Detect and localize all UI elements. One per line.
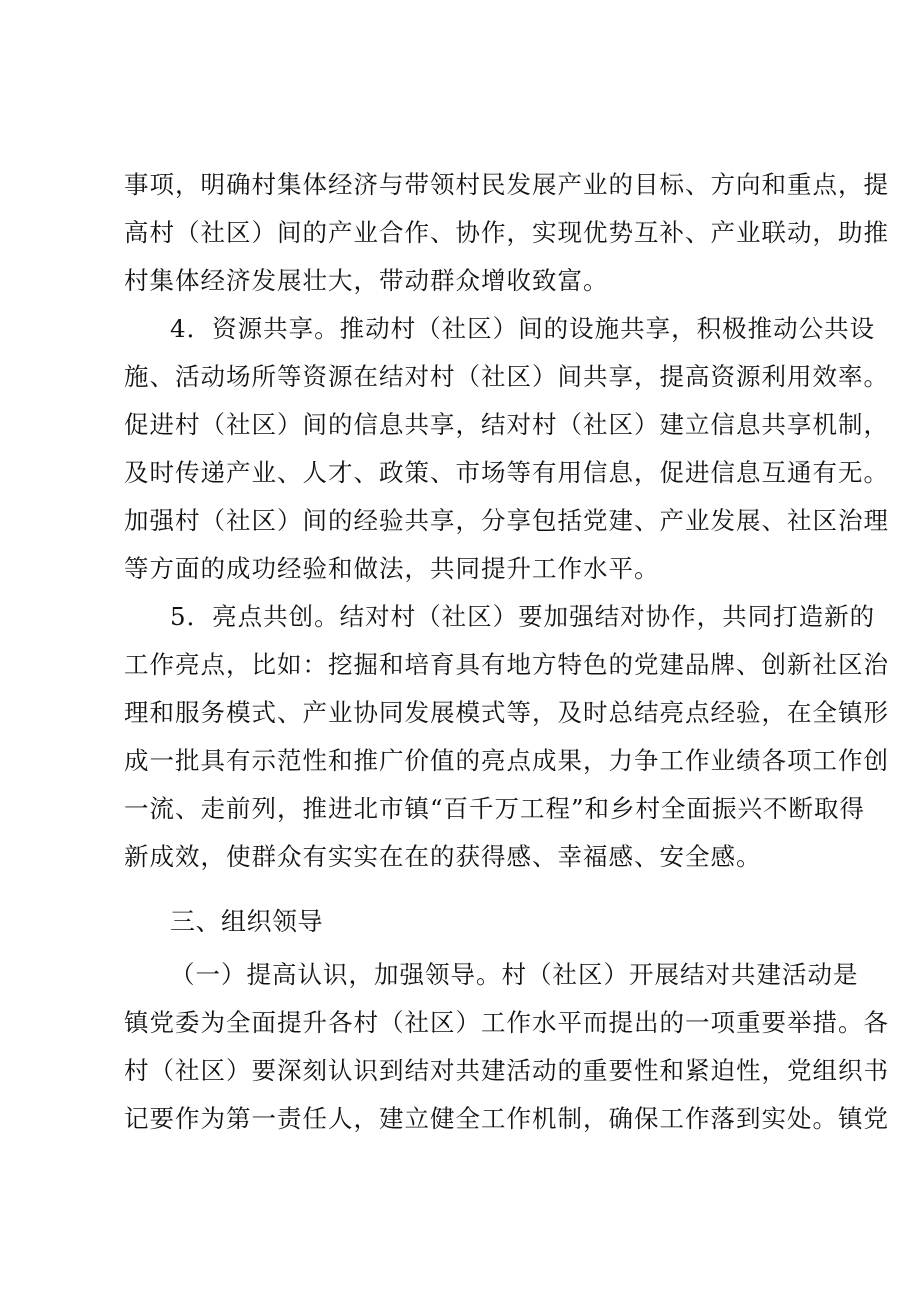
paragraph-line: 事项，明确村集体经济与带领村民发展产业的目标、方向和重点，提 [124, 170, 889, 199]
paragraph-line: 及时传递产业、人才、政策、市场等有用信息，促进信息互通有无。 [124, 458, 889, 487]
paragraph-line: 村（社区）要深刻认识到结对共建活动的重要性和紧迫性，党组织书 [124, 1056, 889, 1085]
paragraph-line: 记要作为第一责任人，建立健全工作机制，确保工作落到实处。镇党 [124, 1104, 889, 1133]
paragraph-line: 高村（社区）间的产业合作、协作，实现优势互补、产业联动，助推 [124, 218, 889, 247]
paragraph-line: （一）提高认识，加强领导。村（社区）开展结对共建活动是 [170, 960, 859, 989]
paragraph-line: 村集体经济发展壮大，带动群众增收致富。 [124, 266, 609, 295]
paragraph-line: 促进村（社区）间的信息共享，结对村（社区）建立信息共享机制， [124, 410, 889, 439]
paragraph-line: 工作亮点，比如：挖掘和培育具有地方特色的党建品牌、创新社区治 [124, 650, 889, 679]
paragraph-line: 5．亮点共创。结对村（社区）要加强结对协作，共同打造新的 [170, 602, 876, 631]
paragraph-line: 理和服务模式、产业协同发展模式等，及时总结亮点经验，在全镇形 [124, 698, 889, 727]
paragraph-line: 新成效，使群众有实实在在的获得感、幸福感、安全感。 [124, 842, 762, 871]
paragraph-line: 成一批具有示范性和推广价值的亮点成果，力争工作业绩各项工作创 [124, 746, 889, 775]
paragraph-line: 施、活动场所等资源在结对村（社区）间共享，提高资源利用效率。 [124, 362, 889, 391]
section-heading: 三、组织领导 [170, 907, 324, 936]
paragraph-line: 等方面的成功经验和做法，共同提升工作水平。 [124, 554, 660, 583]
paragraph-line: 镇党委为全面提升各村（社区）工作水平而提出的一项重要举措。各 [124, 1008, 889, 1037]
paragraph-line: 一流、走前列，推进北市镇“百千万工程”和乡村全面振兴不断取得 [124, 794, 866, 823]
paragraph-line: 4．资源共享。推动村（社区）间的设施共享，积极推动公共设 [170, 314, 876, 343]
paragraph-line: 加强村（社区）间的经验共享，分享包括党建、产业发展、社区治理 [124, 506, 889, 535]
